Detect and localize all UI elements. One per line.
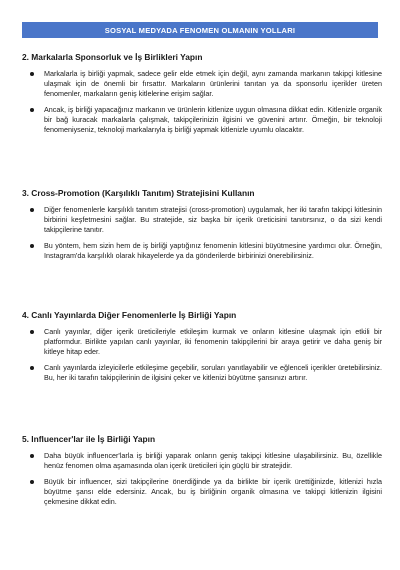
section-heading: 5. Influencer'lar ile İş Birliği Yapın	[22, 434, 156, 444]
bullet-icon	[30, 366, 34, 370]
bullet-icon	[30, 244, 34, 248]
section-sponsorship	[22, 52, 382, 142]
bullet-item	[28, 205, 382, 235]
section-influencers	[22, 434, 382, 513]
bullet-text: Markalarla iş birliği yapmak, sadece gelir elde etmek için değil, aynı zamanda markanın takipçi kitlesine ulaşmak için de önemli bir fırsattır. Markaların ürünlerini tanıtan ya da sponsorlu içerikler üreten fenomenler, markaların geniş kitlelerine erişim sağlar.	[44, 69, 382, 99]
section-live-streams	[22, 310, 382, 389]
bullet-text: Ancak, iş birliği yapacağınız markanın ve ürünlerin kitlenize uygun olmasına dikkat edin. Kitlenizle organik bir bağ kuracak markalarla çalışmak, takipçilerinizin ilgisini ve güvenini artırır. Örneğin, bir teknoloji fenomeniyseniz, teknoloji markalarıyla iş birliği yapmak kitlenizle uyumlu olacaktır.	[44, 105, 382, 135]
bullet-icon	[30, 330, 34, 334]
section-cross-promotion	[22, 188, 382, 267]
bullet-icon	[30, 108, 34, 112]
section-heading: 2. Markalarla Sponsorluk ve İş Birlikleri Yapın	[22, 52, 203, 62]
bullet-item	[28, 363, 382, 383]
bullet-text: Canlı yayınlarda izleyicilerle etkileşime geçebilir, soruları yanıtlayabilir ve eğlenceli içerikler üretebilirsiniz. Bu, her iki tarafın takipçilerinin de ilgisini çeker ve kitlenizi büyütme şansınızı artırır.	[44, 363, 382, 383]
bullet-text: Bu yöntem, hem sizin hem de iş birliği yaptığınız fenomenin kitlesini büyütmesine yardımcı olur. Örneğin, Instagram'da karşılıklı olarak hikayelerde ya da gönderilerde birbirinizi önerebilirsiniz.	[44, 241, 382, 261]
bullet-item	[28, 477, 382, 507]
document-title-banner: SOSYAL MEDYADA FENOMEN OLMANIN YOLLARI	[22, 22, 378, 38]
bullet-icon	[30, 454, 34, 458]
section-heading: 3. Cross-Promotion (Karşılıklı Tanıtım) Stratejisini Kullanın	[22, 188, 255, 198]
bullet-text: Büyük bir influencer, sizi takipçilerine önerdiğinde ya da birlikte bir içerik ürettiğinizde, kitlenizi hızla büyütme şansı elde edersiniz. Ancak, bu iş birliğinin organik olmasına ve takipçi kitlenizin ilgisini çekmesine dikkat edin.	[44, 477, 382, 507]
bullet-icon	[30, 72, 34, 76]
bullet-item	[28, 327, 382, 357]
bullet-item	[28, 451, 382, 471]
bullet-item	[28, 105, 382, 135]
bullet-icon	[30, 208, 34, 212]
bullet-text: Diğer fenomenlerle karşılıklı tanıtım stratejisi (cross-promotion) uygulamak, her iki tarafın takipçi kitlesinin birbirini keşfetmesini sağlar. Bu stratejide, siz başka bir içerik üreticisini tanıtırsınız, o da sizi kendi takipçilerine tanıtır.	[44, 205, 382, 235]
bullet-item	[28, 241, 382, 261]
bullet-icon	[30, 480, 34, 484]
bullet-item	[28, 69, 382, 99]
bullet-text: Daha büyük influencer'larla iş birliği yaparak onların geniş takipçi kitlesine ulaşabilirsiniz. Bu, özellikle henüz fenomen olma aşamasında olan içerik üreticileri için güçlü bir stratejidir.	[44, 451, 382, 471]
bullet-text: Canlı yayınlar, diğer içerik üreticileriyle etkileşim kurmak ve onların kitlesine ulaşmak için etkili bir platformdur. Birlikte yapılan canlı yayınlar, iki fenomenin takipçilerini bir araya getirir ve daha geniş bir kitleye hitap eder.	[44, 327, 382, 357]
section-heading: 4. Canlı Yayınlarda Diğer Fenomenlerle İş Birliği Yapın	[22, 310, 237, 320]
